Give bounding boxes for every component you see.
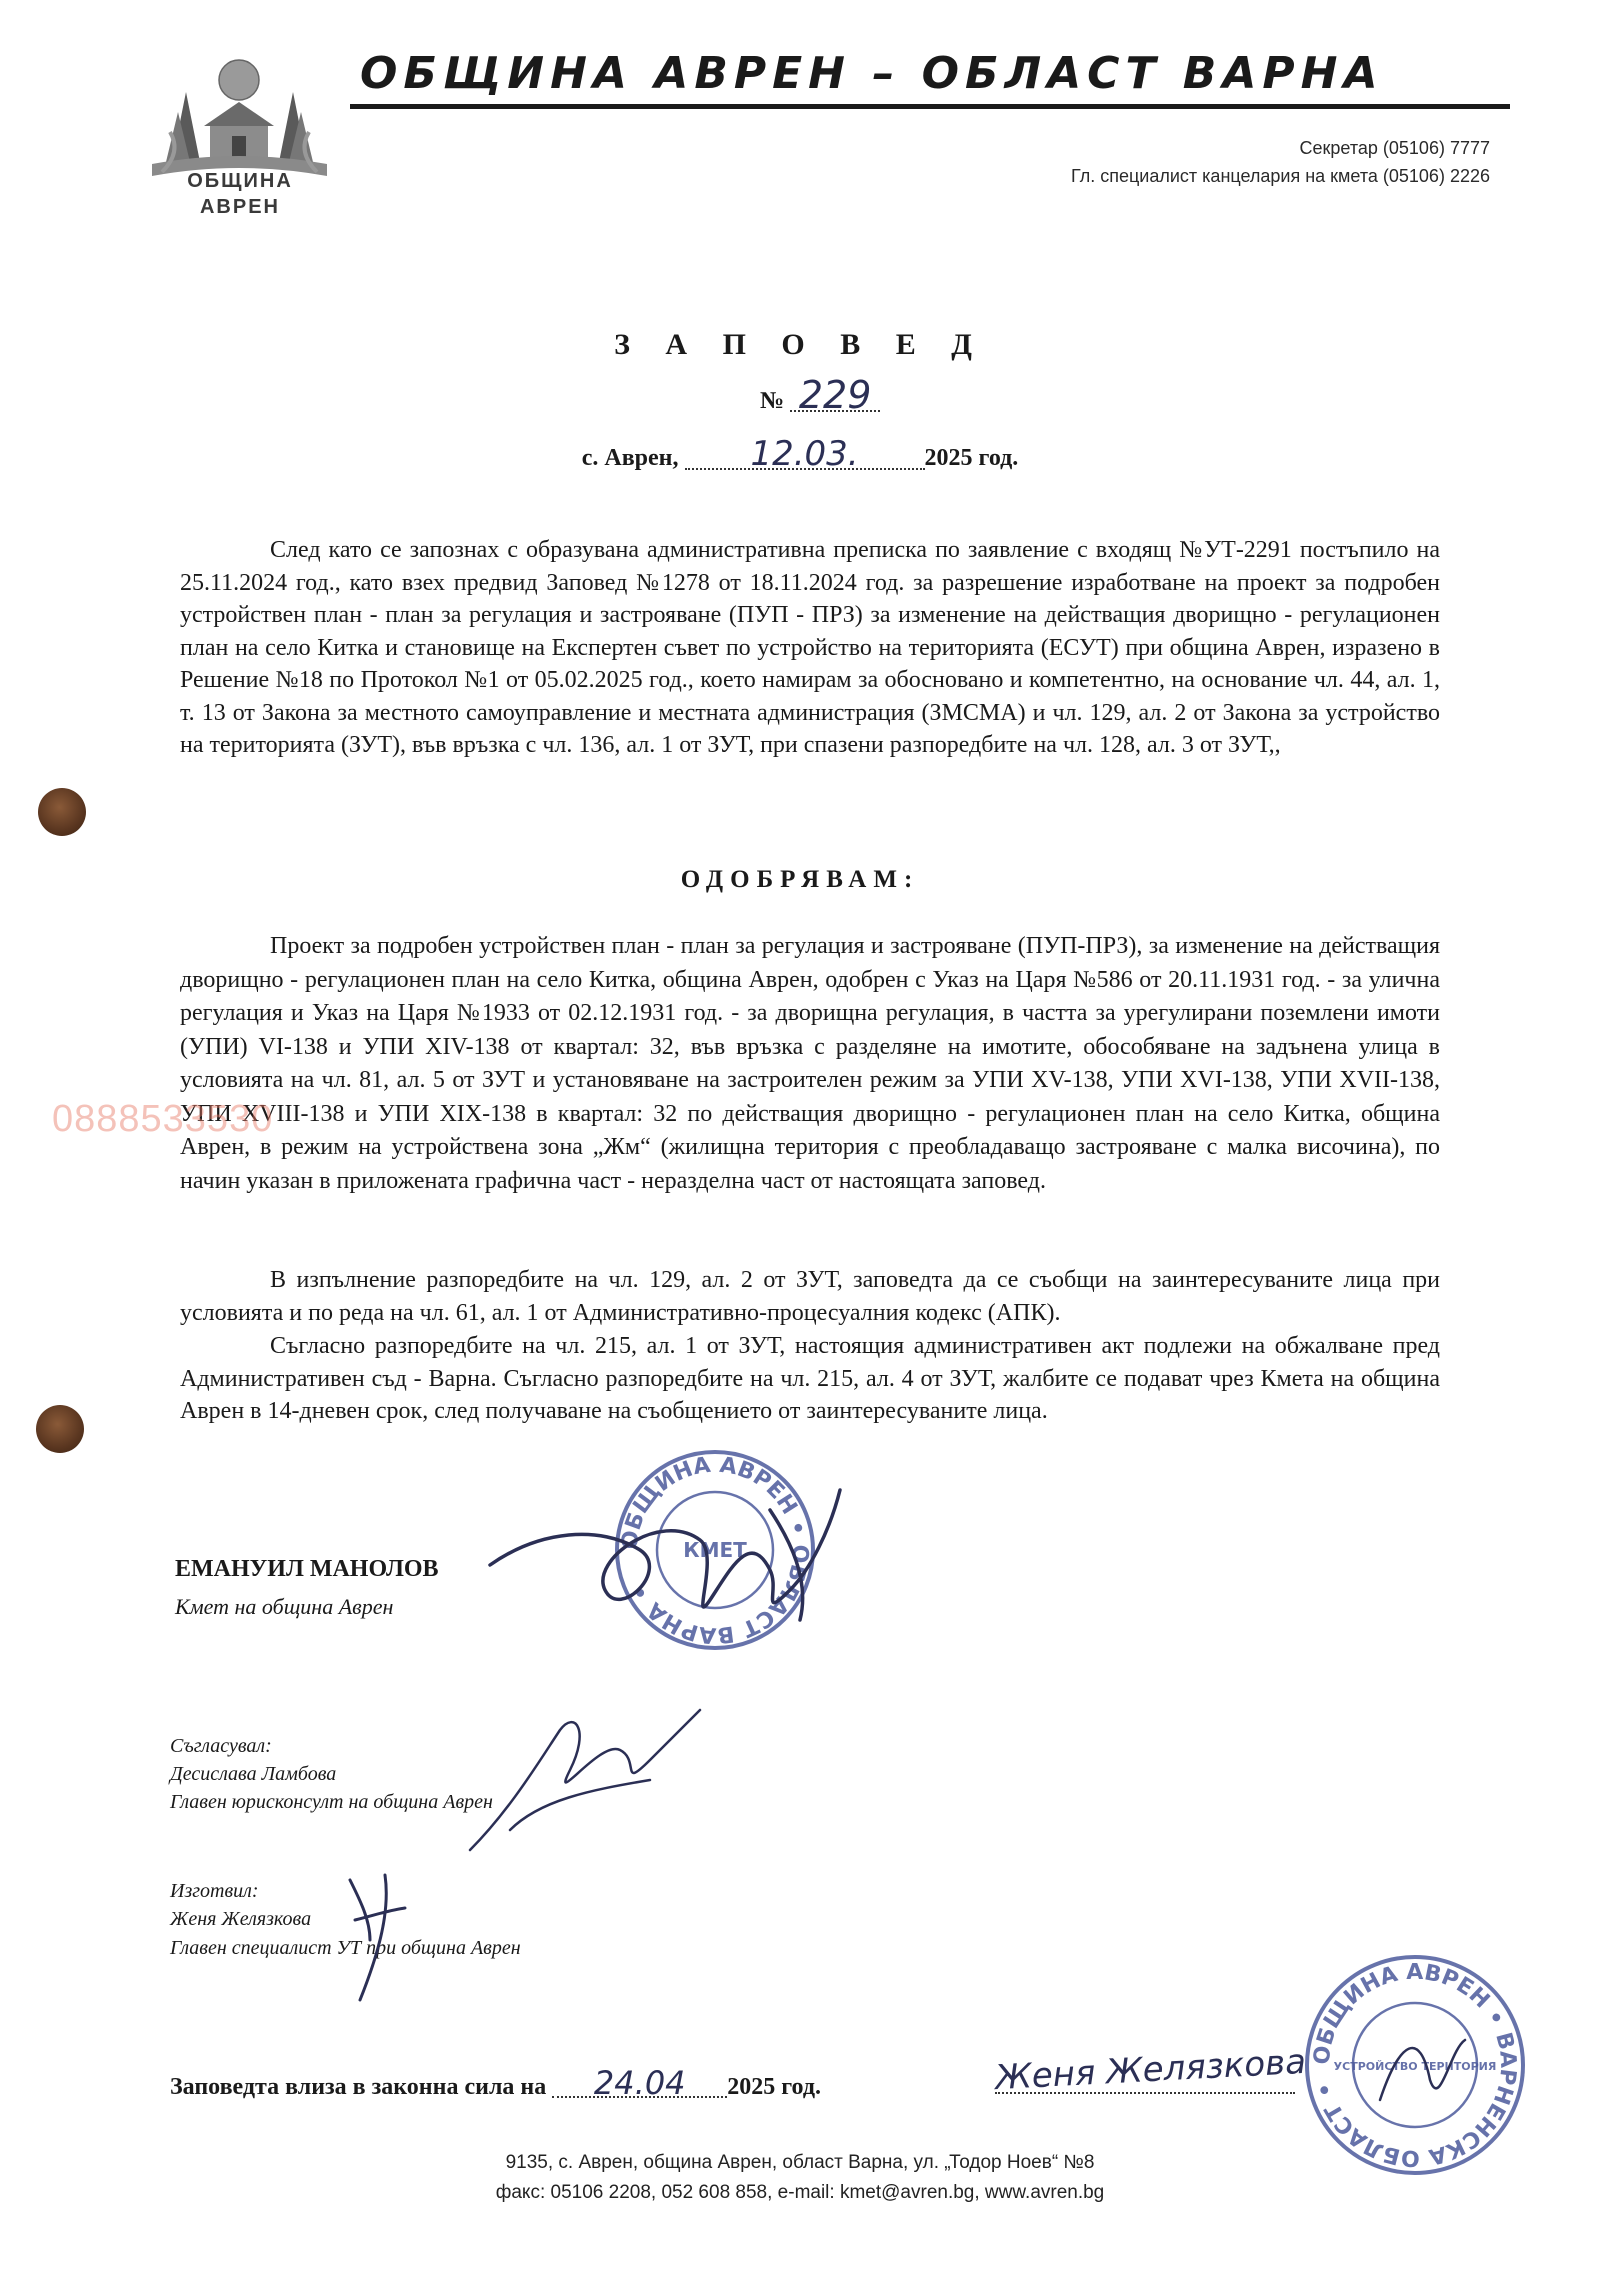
- punch-hole: [36, 1405, 84, 1453]
- municipality-crest: [140, 52, 340, 227]
- effective-prefix: Заповедта влиза в законна сила на: [170, 2074, 553, 2100]
- agreed-name: Десислава Ламбова: [170, 1763, 337, 1785]
- order-number-prefix: №: [760, 388, 785, 414]
- order-date-handwritten: 12.03.: [685, 440, 925, 470]
- order-number-handwritten: 229: [790, 380, 880, 412]
- agreed-role: Главен юрисконсулт на община Аврен: [170, 1791, 493, 1813]
- crest-emblem-icon: [152, 52, 327, 187]
- order-number: [760, 373, 880, 417]
- mayor-stamp-center-text: КМЕТ: [683, 1538, 747, 1562]
- mayor-name: ЕМАНУИЛ МАНОЛОВ: [175, 1556, 439, 1582]
- agreed-label: Съгласувал:: [170, 1735, 272, 1757]
- territory-stamp-center-text: УСТРОЙСТВО ТЕРИТОРИЯ: [1333, 2060, 1497, 2073]
- territory-stamp-ring-text: ОБЩИНА АВРЕН • ВАРНЕНСКА ОБЛАСТ •: [1309, 1959, 1521, 2171]
- notification-paragraph: В изпълнение разпоредбите на чл. 129, ал. 2 от ЗУТ, заповедта да се съобщи на заинтересуваните лица при условията и по реда на чл. 61, ал. 1 от Административно-процесуалния кодекс (АПК).: [180, 1267, 1440, 1326]
- footer-contacts: факс: 05106 2208, 052 608 858, e-mail: kmet@avren.bg, www.avren.bg: [495, 2182, 1105, 2203]
- mayor-role: Кмет на община Аврен: [175, 1594, 394, 1619]
- document-title: З А П О В Е Д: [614, 328, 986, 361]
- preamble-paragraph: След като се запознах с образувана административна преписка по заявление с входящ №УТ-2291 постъпило на 25.11.2024 год., като взех предвид Заповед №1278 от 18.11.2024 год. за разрешение изработване на проект за подробен устройствен план - план за регулация и застрояване (ПУП - ПРЗ) за изменение на действащия дворищно - регулационен план на село Китка и становище на Експертен съвет по устройство на територията (ЕСУТ) при община Аврен, изразено в Решение №18 по Протокол №1 от 05.02.2025 год., което намирам за обосновано и компетентно, на основание чл. 44, ал. 1, т. 13 от Закона за местното самоуправление и местната администрация (ЗМСМА) и чл. 129, ал. 2 от Закона за устройство на територията (ЗУТ), във връзка с чл. 136, ал. 1 от ЗУТ, при спазени разпоредбите на чл. 128, ал. 3 от ЗУТ,,: [180, 537, 1440, 758]
- contact-secretary: Секретар (05106) 7777: [1299, 138, 1490, 158]
- approval-paragraph: Проект за подробен устройствен план - план за регулация и застрояване (ПУП-ПРЗ), за изменение на действащия дворищно - регулационен план на село Китка, община Аврен, одобрен с Указ на Царя №586 от 20.11.1931 год. - за улична регулация и Указ на Царя №1933 от 02.12.1931 год. - за дворищна регулация, в частта за урегулирани поземлени имоти (УПИ) VI-138 и УПИ XIV-138 от квартал: 32, във връзка с разделяне на имотите, обособяване на задънена улица в условията на чл. 81, ал. 5 от ЗУТ и установяване на застроителен режим за УПИ XV-138, УПИ XVI-138, УПИ XVII-138, УПИ XVIII-138 и УПИ XIX-138 в квартал: 32 по действащия дворищно - регулационен план на село Китка, община Аврен, в режим на устройствена зона „Жм“ (жилищна територия с преобладаващо застрояване с малка височина), по начин указан в приложената графична част - неразделна част от настоящата заповед.: [180, 933, 1440, 1194]
- prepared-signature: [330, 1860, 420, 2010]
- prepared-name: Женя Желязкова: [170, 1908, 312, 1930]
- order-date-line: [0, 434, 1600, 474]
- contact-office: Гл. специалист канцелария на кмета (05106) 2226: [1070, 166, 1490, 186]
- appeal-paragraph: Съгласно разпоредбите на чл. 215, ал. 1 от ЗУТ, настоящия административен акт подлежи на обжалване пред Административен съд - Варна. Съгласно разпоредбите на чл. 215, ал. 4 от ЗУТ, жалбите се подават чрез Кмета на община Аврен в 14-дневен срок, след получаване на съобщението от заинтересуваните лица.: [180, 1333, 1440, 1424]
- letterhead-rule: [350, 104, 1510, 109]
- territory-stamp-seal: [1300, 1950, 1530, 2180]
- effective-date-handwritten: 24.04: [552, 2070, 727, 2098]
- phone-watermark: 0888533530: [52, 1098, 274, 1140]
- effective-date-line: [170, 2064, 821, 2102]
- footer-address: 9135, с. Аврен, община Аврен, област Варна, ул. „Тодор Ноев“ №8: [505, 2152, 1095, 2173]
- mayor-signature: [470, 1470, 890, 1640]
- crest-label-line2: АВРЕН: [199, 196, 280, 218]
- agreed-signature: [450, 1700, 710, 1860]
- crest-label-line1: ОБЩИНА: [187, 170, 293, 192]
- order-date-prefix: с. Аврен,: [581, 445, 685, 471]
- approval-heading: ОДОБРЯВАМ:: [680, 866, 920, 893]
- effective-suffix: 2025 год.: [727, 2074, 821, 2100]
- effective-handwritten-name: Женя Желязкова: [994, 2041, 1307, 2099]
- prepared-role: Главен специалист УТ при община Аврен: [170, 1937, 521, 1959]
- order-date-suffix: 2025 год.: [924, 445, 1019, 471]
- mayor-stamp-ring-text: ОБЩИНА АВРЕН • ОБЛАСТ ВАРНА •: [617, 1452, 813, 1648]
- punch-hole: [38, 788, 86, 836]
- prepared-label: Изготвил:: [170, 1880, 259, 1902]
- letterhead-title: ОБЩИНА АВРЕН – ОБЛАСТ ВАРНА: [360, 48, 1384, 99]
